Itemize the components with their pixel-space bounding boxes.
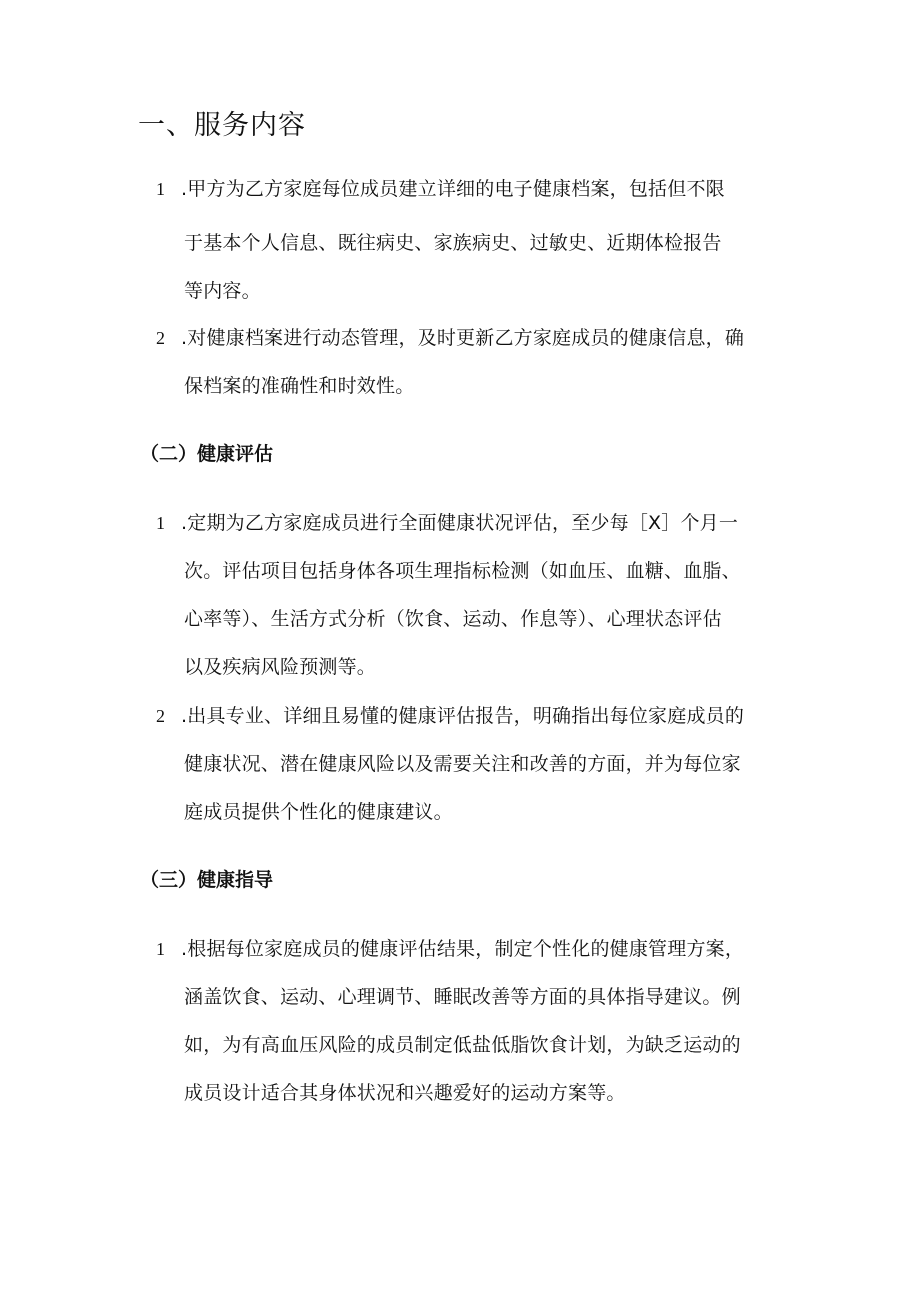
item-text-line: 于基本个人信息、既往病史、家族病史、过敏史、近期体检报告 — [184, 232, 722, 254]
item-text-line: .定期为乙方家庭成员进行全面健康状况评估，至少每［X］个月一 — [181, 512, 739, 534]
item-text-line: 成员设计适合其身体状况和兴趣爱好的运动方案等。 — [184, 1082, 626, 1104]
item-text-line: 保档案的准确性和时效性。 — [184, 375, 415, 397]
item-text-line: 心率等）、生活方式分析（饮食、运动、作息等）、心理状态评估 — [184, 608, 722, 630]
item-text-line: 以及疾病风险预测等。 — [184, 656, 377, 678]
item-text-line: 如，为有高血压风险的成员制定低盐低脂饮食计划，为缺乏运动的 — [184, 1034, 741, 1056]
item-number: 1 — [156, 513, 165, 533]
item-text-line: .对健康档案进行动态管理，及时更新乙方家庭成员的健康信息，确 — [181, 327, 745, 349]
item-text-line: .根据每位家庭成员的健康评估结果，制定个性化的健康管理方案， — [181, 938, 745, 960]
item-number: 2 — [156, 706, 165, 726]
section-title: 一、服务内容 — [138, 110, 306, 141]
item-text-line: 等内容。 — [184, 280, 261, 302]
item-number: 1 — [156, 179, 165, 199]
item-text-line: 健康状况、潜在健康风险以及需要关注和改善的方面，并为每位家 — [184, 753, 741, 775]
item-number: 1 — [156, 939, 165, 959]
item-text-line: .出具专业、详细且易懂的健康评估报告，明确指出每位家庭成员的 — [181, 705, 745, 727]
subsection-heading-assessment: （二）健康评估 — [140, 443, 274, 465]
subsection-heading-guidance: （三）健康指导 — [140, 869, 274, 891]
item-number: 2 — [156, 328, 165, 348]
item-text-line: 庭成员提供个性化的健康建议。 — [184, 801, 453, 823]
item-text-line: .甲方为乙方家庭每位成员建立详细的电子健康档案，包括但不限 — [181, 178, 725, 200]
item-text-line: 次。评估项目包括身体各项生理指标检测（如血压、血糖、血脂、 — [184, 560, 741, 582]
item-text-line: 涵盖饮食、运动、心理调节、睡眠改善等方面的具体指导建议。例 — [184, 986, 741, 1008]
